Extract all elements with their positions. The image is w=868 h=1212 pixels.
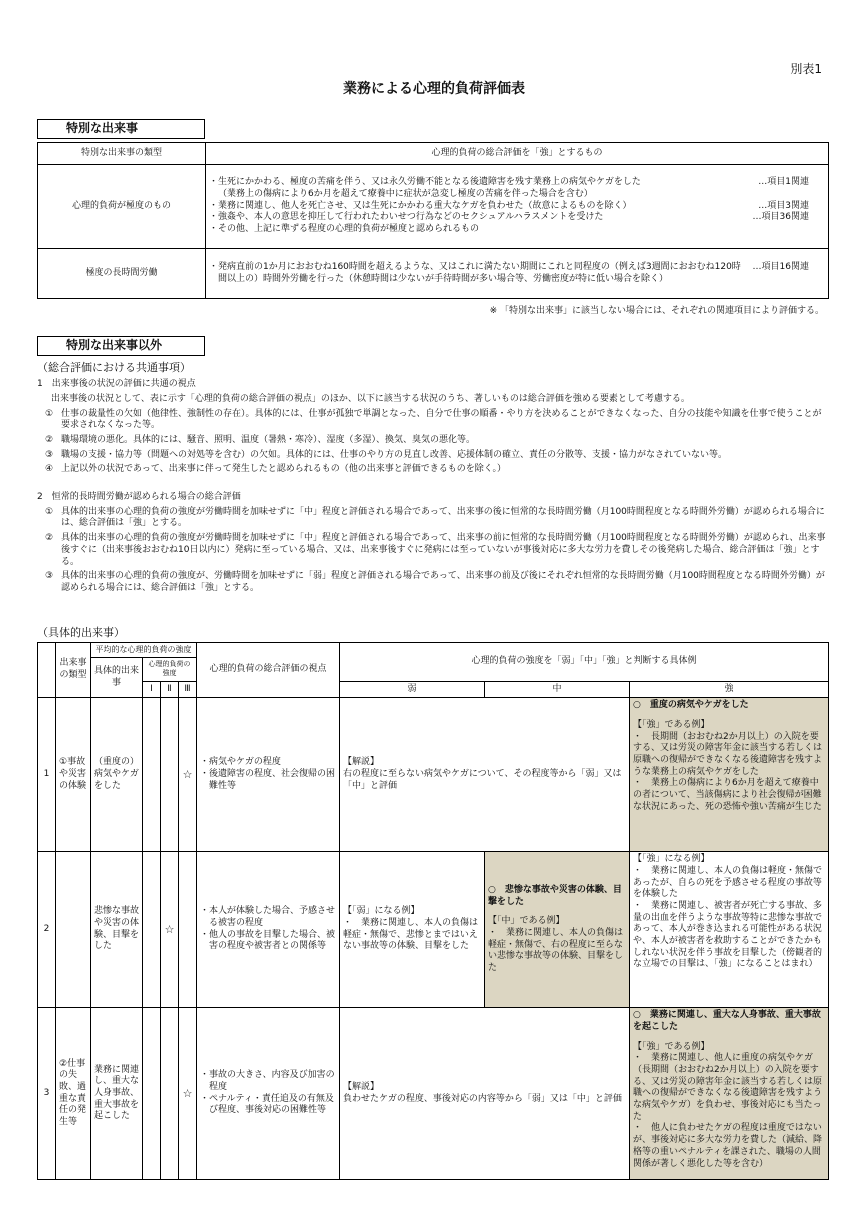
strong-example bbox=[630, 698, 829, 852]
section2-title: 2 恒常的長時間労働が認められる場合の総合評価 bbox=[37, 492, 241, 503]
category-header: 出来事の類型 bbox=[56, 643, 91, 698]
section1-intro: 出来事後の状況として、表に示す「心理的負荷の総合評価の視点」のほか、以下に該当する状況のうち、著しいものは総合評価を強める要素として考慮する。 bbox=[51, 393, 690, 404]
row-viewpoint bbox=[197, 698, 340, 852]
level-1-mark bbox=[143, 1008, 161, 1180]
special-item-text: ・ 発病直前の1か月におおむね160時間を超えるような、又はこれに満たない期間にこれと同程度の（例えば3週間におおむね120時間以上の）時間外労働を行った（休憩時間は少ないが手待時間が多い場合等、労働密度が特に低い場合を除く） bbox=[218, 261, 741, 284]
viewpoint-item: ・ 事故の大きさ、内容及び加害の程度 bbox=[200, 1070, 336, 1093]
row-viewpoint bbox=[197, 1008, 340, 1180]
weak-header: 弱 bbox=[340, 681, 485, 698]
document-title: 業務による心理的負荷評価表 bbox=[343, 81, 525, 97]
special-item-text: ・ 生死にかかわる、極度の苦痛を伴う、又は永久労働不能となる後遺障害を残す業務上の病気やケガをした bbox=[218, 177, 641, 188]
special-item bbox=[209, 201, 825, 213]
item-text: 具体的出来事の心理的負荷の強度が労働時間を加味せずに「中」程度と評価される場合であって、出来事の前に恒常的な長時間労働（月100時間程度となる時間外労働）が認められ、出来事後すぐに（出来事後おおむね10日以内に）発病に至っている場合、又は、出来事後すぐに発病には至っていないが事後対応に多大な労力を費しその後発病した場合、総合評価は「強」とする。 bbox=[61, 533, 826, 567]
strong-header: 強 bbox=[630, 681, 829, 698]
special-item bbox=[209, 177, 825, 189]
item-text: 上記以外の状況であって、出来事に伴って発生したと認められるもの（他の出来事と評価できるものを除く。） bbox=[61, 464, 507, 475]
common-items-heading: （総合評価における共通事項） bbox=[37, 361, 191, 374]
strong-example-body: 【「強」になる例】 ・ 業務に関連し、本人の負傷は軽度・無傷であったが、自らの死を予感させる程度の事故等を体験した ・ 業務に関連し、被害者が死亡する事故、多量の出血を伴うような事故等特に悲惨な事故であって、本人が巻き込まれる可能性がある状況や、本人が被害者を救助することができたかもしれない状況を伴う事故を目撃した（傍観者的な立場での目撃は、「強」になることはまれ） bbox=[630, 852, 829, 1008]
special-item bbox=[209, 212, 825, 224]
mid-example-body: 【「中」である例】 ・ 業務に関連し、本人の負傷は軽症・無傷で、右の程度に至らない悲惨な事故等の体験、目撃をした bbox=[488, 916, 624, 973]
numbered-item bbox=[45, 450, 829, 462]
strength-header: 心理的負荷の強度 bbox=[143, 658, 197, 681]
special-item-text: ・ 業務に関連し、他人を死亡させ、又は生死にかかわる重大なケガを負わせた（故意によるものを除く） bbox=[218, 200, 632, 211]
item-number: ③ bbox=[45, 449, 54, 460]
weak-mid-commentary: 【解説】 右の程度に至らない病気やケガについて、その程度等から「弱」又は「中」と評価 bbox=[340, 698, 630, 852]
viewpoint-item: ・ 他人の事故を目撃した場合、被害の程度や被害者との関係等 bbox=[200, 930, 336, 953]
examples-header: 心理的負荷の強度を「弱」「中」「強」と判断する具体例 bbox=[340, 643, 829, 682]
row-number: 2 bbox=[38, 852, 56, 1008]
item-text: 仕事の裁量性の欠如（他律性、強制性の存在）。具体的には、仕事が孤独で単調となった、自分で仕事の順番・やり方を決めることができなくなった、自分の技能や知識を仕事で使うことが要求されなくなった等。 bbox=[61, 408, 822, 431]
row-number: 3 bbox=[38, 1008, 56, 1180]
special-item-ref: …項目3関連 bbox=[758, 200, 809, 211]
special-item bbox=[209, 262, 825, 285]
mid-example-title: ○ 悲惨な事故や災害の体験、目撃をした bbox=[488, 884, 622, 907]
special-note: ※ 「特別な出来事」に該当しない場合には、それぞれの関連項目により評価する。 bbox=[489, 306, 824, 316]
row-event: 悲惨な事故や災害の体験、目撃をした bbox=[91, 852, 143, 1008]
item-text: 具体的出来事の心理的負荷の強度が、労働時間を加味せずに「弱」程度と評価される場合であって、出来事の前及び後にそれぞれ恒常的な長時間労働（月100時間程度となる時間外労働）が認められる場合には、総合評価は「強」とする。 bbox=[61, 571, 825, 593]
specific-events-table bbox=[37, 642, 829, 1180]
level-1-header: Ⅰ bbox=[143, 681, 161, 698]
item-number: ④ bbox=[45, 464, 54, 475]
event-header: 具体的出来事 bbox=[91, 658, 143, 698]
item-number: ② bbox=[45, 533, 54, 544]
level-3-mark: ☆ bbox=[179, 698, 197, 852]
item-text: 職場環境の悪化。具体的には、騒音、照明、温度（暑熱・寒冷）、湿度（多湿）、換気、臭気の悪化等。 bbox=[61, 435, 476, 446]
level-2-mark bbox=[161, 1008, 179, 1180]
level-2-header: Ⅱ bbox=[161, 681, 179, 698]
level-2-mark bbox=[161, 698, 179, 852]
viewpoint-item: ・ 後遺障害の程度、社会復帰の困難性等 bbox=[200, 769, 336, 792]
non-special-heading: 特別な出来事以外 bbox=[37, 336, 205, 356]
special-strong-header: 心理的負荷の総合評価を「強」とするもの bbox=[206, 143, 829, 165]
numbered-item bbox=[45, 464, 829, 476]
viewpoint-item: ・ ペナルティ・責任追及の有無及び程度、事後対応の困難性等 bbox=[200, 1094, 336, 1117]
row-category: ②仕事の失敗、過重な責任の発生等 bbox=[56, 1008, 91, 1180]
special-items-cell bbox=[206, 249, 829, 299]
item-number: ① bbox=[45, 506, 54, 517]
item-number: ① bbox=[45, 408, 54, 419]
special-item-ref: …項目16関連 bbox=[752, 261, 809, 272]
weak-example: 【「弱」になる例】 ・ 業務に関連し、本人の負傷は軽症・無傷で、悲惨とまではいえない事故等の体験、目撃をした bbox=[340, 852, 485, 1008]
viewpoint-header: 心理的負荷の総合評価の視点 bbox=[197, 643, 340, 698]
numbered-item bbox=[45, 571, 829, 594]
numbered-item bbox=[45, 409, 829, 432]
mid-example bbox=[485, 852, 630, 1008]
avg-strength-header: 平均的な心理的負荷の強度 bbox=[91, 643, 197, 658]
numbered-item bbox=[45, 435, 829, 447]
common-items-section bbox=[37, 361, 829, 595]
level-1-mark bbox=[143, 698, 161, 852]
special-item-ref: …項目36関連 bbox=[752, 212, 809, 223]
special-item-ref: …項目1関連 bbox=[758, 177, 809, 188]
level-3-mark: ☆ bbox=[179, 1008, 197, 1180]
special-type-cell: 心理的負荷が極度のもの bbox=[38, 165, 206, 249]
item-text: 具体的出来事の心理的負荷の強度が労働時間を加味せずに「中」程度と評価される場合であって、出来事の後に恒常的な長時間労働（月100時間程度となる時間外労働）が認められる場合には、総合評価は「強」とする。 bbox=[61, 506, 825, 529]
row-event: 業務に関連し、重大な人身事故、重大事故を起こした bbox=[91, 1008, 143, 1180]
special-events-table bbox=[37, 142, 829, 299]
item-text: 職場の支援・協力等（問題への対処等を含む）の欠如。具体的には、仕事のやり方の見直し改善、応援体制の確立、責任の分散等、支援・協力がなされていない等。 bbox=[61, 449, 728, 460]
row-category: ①事故や災害の体験 bbox=[56, 698, 91, 852]
viewpoint-item: ・ 病気やケガの程度 bbox=[200, 757, 336, 769]
strong-example-title: ○ 重度の病気やケガをした bbox=[633, 700, 749, 711]
strong-example-title: ○ 業務に関連し、重大な人身事故、重大事故を起こした bbox=[633, 1010, 821, 1032]
strong-example-body: 【「強」である例】 ・ 業務に関連し、他人に重度の病気やケガ（長期間（おおむね2か月以上）の入院を要する、又は労災の障害年金に該当する若しくは原職への復帰ができなくなる後遺障害を残すような病気やケガ）を負わせ、事後対応にも当たった ・ 他人に負わせたケガの程度は重度ではないが、事後対応に多大な労力を費した（減給、降格等の重いペナルティを課された、職場の人間関係が著しく悪化した等を含む） bbox=[633, 1041, 823, 1169]
level-3-header: Ⅲ bbox=[179, 681, 197, 698]
strong-example bbox=[630, 1008, 829, 1180]
table-row bbox=[38, 852, 829, 1008]
weak-mid-commentary: 【解説】 負わせたケガの程度、事後対応の内容等から「弱」又は「中」と評価 bbox=[340, 1008, 630, 1180]
special-item-text: ・ その他、上記に準ずる程度の心理的負荷が極度と認められるもの bbox=[218, 224, 480, 235]
item-number: ③ bbox=[45, 571, 54, 582]
row-number: 1 bbox=[38, 698, 56, 852]
row-viewpoint bbox=[197, 852, 340, 1008]
special-item-text: （業務上の傷病により6か月を超えて療養中に症状が急変し極度の苦痛を伴った場合を含む） bbox=[218, 188, 593, 199]
special-row-extreme bbox=[38, 165, 829, 249]
specific-events-heading: （具体的出来事） bbox=[37, 626, 125, 639]
special-item-text: ・ 強姦や、本人の意思を抑圧して行われたわいせつ行為などのセクシュアルハラスメントを受けた bbox=[218, 212, 604, 223]
numbered-item bbox=[45, 533, 829, 568]
viewpoint-item: ・ 本人が体験した場合、予感させる被害の程度 bbox=[200, 906, 336, 929]
special-row-long-hours bbox=[38, 249, 829, 299]
numbered-item bbox=[45, 507, 829, 530]
level-3-mark bbox=[179, 852, 197, 1008]
item-number: ② bbox=[45, 435, 54, 446]
level-2-mark: ☆ bbox=[161, 852, 179, 1008]
special-item-ref bbox=[809, 189, 825, 201]
special-item bbox=[209, 224, 825, 236]
row-event: （重度の）病気やケガをした bbox=[91, 698, 143, 852]
strong-example-body: 【「強」である例】 ・ 長期間（おおむね2か月以上）の入院を要する、又は労災の障害年金に該当する若しくは原職への復帰ができなくなる後遺障害を残すような業務上の病気やケガをした ・ 業務上の傷病により6か月を超えて療養中の者について、当該傷病により社会復帰が困難な状況にあった、死の恐怖や強い苦痛が生じた bbox=[633, 719, 823, 812]
table-row bbox=[38, 698, 829, 852]
special-type-header: 特別な出来事の類型 bbox=[38, 143, 206, 165]
special-item bbox=[209, 189, 825, 201]
page-label: 別表1 bbox=[790, 62, 822, 76]
level-1-mark bbox=[143, 852, 161, 1008]
special-type-cell: 極度の長時間労働 bbox=[38, 249, 206, 299]
special-item-ref bbox=[809, 224, 825, 236]
special-items-cell bbox=[206, 165, 829, 249]
special-events-heading: 特別な出来事 bbox=[37, 119, 205, 139]
table-row bbox=[38, 1008, 829, 1180]
row-category bbox=[56, 852, 91, 1008]
section1-title: 1 出来事後の状況の評価に共通の視点 bbox=[37, 379, 196, 390]
mid-header: 中 bbox=[485, 681, 630, 698]
